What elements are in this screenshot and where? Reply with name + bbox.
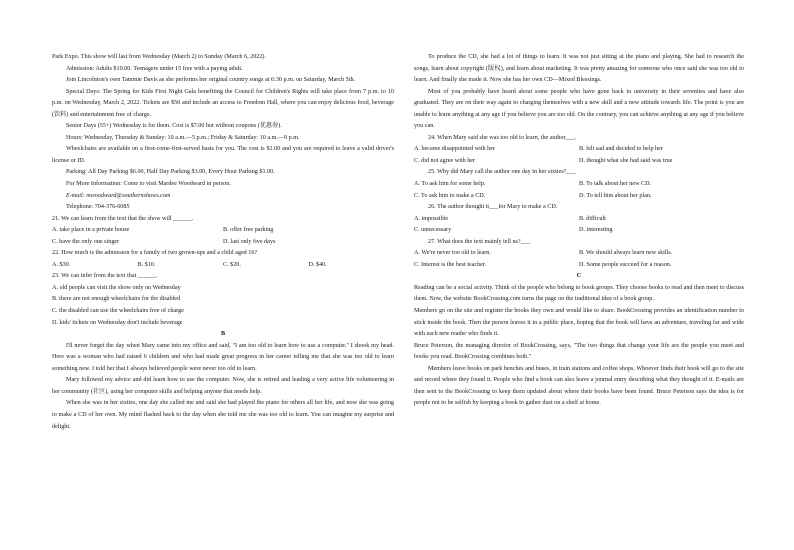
question-21-stem: 21. We can learn from the text that the show will ______. (52, 215, 194, 222)
option-a: A. $30. (52, 261, 71, 268)
passage-b-paragraph: When she was in her sixties, one day she called me and said she had played the piano for others all her life, and now she was going to make a CD of her own. My mind flashed back to the day when she told me she was too old to learn. You can imagine my surprise and delight. (52, 400, 394, 430)
intro-line: Admission: Adults $10.00. Teenagers under 15 free with a paying adult. (66, 65, 243, 72)
option-c: C. To ask him to make a CD. (414, 192, 486, 199)
intro-line: Senior Days (55+) Wednesday is for them. Cost is $7.00 but without coupons (优惠券). (66, 123, 282, 130)
question-26-options (414, 225, 744, 237)
option-d: D. last only five days (223, 238, 276, 245)
option-b: B. difficult (579, 215, 606, 222)
right-column (414, 52, 744, 410)
option-d: D. To tell him about her plan. (579, 192, 652, 199)
option-c: C. Interest is the best teacher. (414, 261, 487, 268)
section-b-heading: B (220, 331, 226, 338)
option-a: A. old people can visit the show only on Wednesday (52, 284, 181, 291)
option-a: A. impossible (414, 215, 449, 222)
question-27-options (414, 260, 744, 272)
intro-line: For More Information: Come to visit Mardee Woodward in person. (66, 181, 231, 188)
intro-line: Hours: Wednesday, Thursday & Sunday: 10 a.m.—5 p.m.; Friday & Saturday: 10 a.m.—9 p.m. (66, 134, 300, 141)
option-b: B. $10. (137, 261, 156, 268)
option-a: A. became disappointed with her (414, 146, 495, 153)
passage-b-paragraph: I'll never forget the day when Mary came into my office and said, "I am too old to learn how to use a computer." I shook my head. Here was a woman who had raised 6 children and who had made great progress in her career telling me that she was too old to learn something new. I told her that I always believed people were never too old to learn. (52, 342, 394, 372)
passage-b-paragraph: To produce the CD, she had a lot of things to learn. It was not just sitting at the piano and playing. She had to research the songs, learn about copyright (版权), and learn about marketing. It was pretty amazing for someone who once said she was too old to learn. And finally she made it. Now she has her own CD—Mixed Blessings. (414, 54, 744, 84)
passage-c-paragraph: Reading can be a social activity. Think of the people who belong to book groups. They choose books to read and then meet to discuss them. Now, the website BookCrossing.com turns the page on the traditional idea of a book group. (414, 284, 744, 303)
intro-line: Special Days: The Spring for Kids First Night Gala benefiting the Council for Children's Rights will take place from 7 p.m. to 10 p.m. on Wednesday, March 2, 2022. Tickets are $50 and include an access to Freedom Hall, where you can enjoy delicious food, beverage (饮料) and entertainment free of charge. (52, 88, 394, 118)
question-25-stem: 25. Why did Mary call the author one day in her sixties?___ (428, 169, 576, 176)
question-24-stem: 24. When Mary said she was too old to learn, the author___. (428, 134, 577, 141)
question-21-options (52, 225, 394, 237)
intro-line: Wheelchairs are available on a first-come-first-served basis for you. The cost is $1.00 and you are required to leave a valid driver's license or ID. (52, 146, 394, 164)
passage-b-paragraph: Mary followed my advice and did learn how to use the computer. Now, she is retired and leading a very active life volunteering in her community (社区), using her computer skills and helping anyone that needs help. (52, 377, 394, 395)
question-27-options (414, 248, 744, 260)
option-b: B. there are not enough wheelchairs for the disabled (52, 296, 181, 303)
telephone-line: Telephone: 704-376-6085 (66, 204, 130, 211)
option-d: D. $40. (308, 261, 327, 268)
passage-b-paragraph: Most of you probably have heard about some people who have gone back to university in their seventies and have also graduated. They are on their way again to charging themselves with a new skill and a new attitude towards life. The point is you are unable to learn anything at any age if you believe you are too old. On the contrary, you can achieve anything at any age if you believe you can. (414, 88, 744, 130)
question-22-stem: 22. How much is the admission for a family of two grown-ups and a child aged 16? (52, 250, 258, 257)
question-24-options (414, 144, 744, 156)
option-d: D. kids' tickets on Wednesday don't include beverage (52, 319, 183, 326)
intro-line: Join Lincolnton's own Tammie Davis as she performs her original country songs at 6:30 p.m. on Saturday, March 5th. (66, 77, 356, 84)
option-b: B. felt sad and decided to help her (579, 146, 663, 153)
question-26-options (414, 214, 744, 226)
option-a: A. take place in a private house (52, 227, 130, 234)
passage-c-paragraph: Members leave books on park benches and buses, in train stations and coffee shops. Whoever finds their book will go to the site and record where they found it. People who find a book can also leave a journal entry describing what they thought of it. E-mails are then sent to the BookCrossing to keep them updated about where their books have been found. Bruce Peterson says the idea is for people not to be selfish by keeping a book to gather dust on a shelf at home. (414, 365, 744, 407)
passage-c-paragraph: Members go on the site and register the books they own and would like to share. BookCrossing provides an identification number to stick inside the book. Then the person leaves it in a public place, hoping that the book will have an adventure, traveling far and wide with each new reader who finds it. (414, 308, 744, 338)
question-22-options (52, 260, 394, 272)
section-c-heading: C (576, 273, 582, 280)
option-d: D. thought what she had said was true (579, 157, 673, 164)
email-line: E-mail: mwoodward@southernshows.com (66, 192, 171, 199)
option-c: C. $20. (223, 261, 241, 268)
option-c: C. did not agree with her (414, 157, 476, 164)
question-23-stem: 23. We can infer from the text that ______. (52, 273, 158, 280)
question-25-options (414, 191, 744, 203)
question-21-options (52, 237, 394, 249)
question-24-options (414, 156, 744, 168)
option-b: B. We should always learn new skills. (579, 250, 673, 257)
left-column (52, 52, 394, 433)
option-d: D. interesting (579, 227, 613, 234)
intro-line: Park Expo. This show will last from Wednesday (March 2) to Sunday (March 6, 2022). (52, 54, 266, 60)
intro-line: Parking: All Day Parking $6.00, Half Day Parking $3.00, Every Hour Parking $1.00. (66, 169, 275, 176)
question-27-stem: 27. What does the text mainly tell us?___ (428, 238, 530, 245)
option-b: B. offer free parking (223, 227, 274, 234)
question-26-stem: 26. The author thought it___for Mary to make a CD. (428, 204, 558, 211)
option-d: D. Some people succeed for a reason. (579, 261, 672, 268)
option-c: C. have the only one singer (52, 238, 120, 245)
question-25-options (414, 179, 744, 191)
passage-c-paragraph: Bruce Peterson, the managing director of BookCrossing, says, "The two things that change your life are the people you meet and books you read. BookCrossing combines both." (414, 342, 744, 361)
option-a: A. We're never too old to learn. (414, 250, 491, 257)
option-c: C. unnecessary (414, 227, 452, 234)
option-c: C. the disabled can use the wheelchairs free of charge (52, 308, 184, 315)
option-b: B. To talk about her new CD. (579, 181, 652, 188)
option-a: A. To ask him for some help. (414, 181, 486, 188)
